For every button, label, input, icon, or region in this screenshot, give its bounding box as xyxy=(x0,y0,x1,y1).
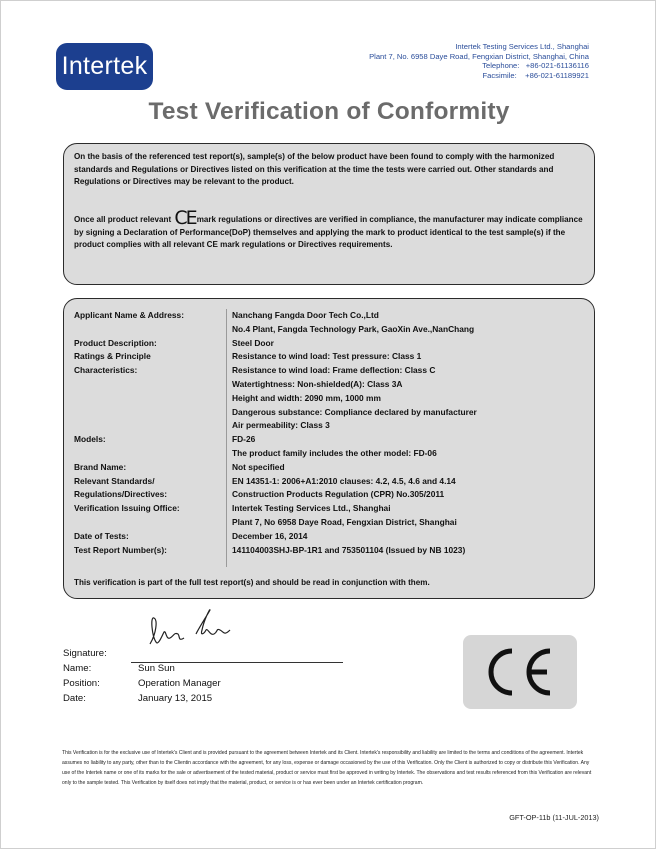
office-row-2 xyxy=(74,516,589,530)
verification-note: This verification is part of the full test report(s) and should be read in conjunction with them. xyxy=(74,578,430,587)
ratings-row-3 xyxy=(74,378,589,392)
details-rows xyxy=(74,309,589,557)
brand-label: Brand Name: xyxy=(74,461,127,472)
date-tests-row xyxy=(74,530,589,544)
applicant-label: Applicant Name & Address: xyxy=(74,310,184,320)
issuer-street: Plant 7, No. 6958 Daye Road, Fengxian District, Shanghai, China xyxy=(369,51,589,61)
issuer-telephone xyxy=(369,61,589,71)
office-value-2: Plant 7, No 6958 Daye Road, Fengxian District, Shanghai xyxy=(232,516,457,527)
ratings-row-2 xyxy=(74,364,589,378)
models-label: Models: xyxy=(74,434,106,445)
report-value: 141104003SHJ-BP-1R1 and 753501104 (Issued by NB 1023) xyxy=(232,544,466,555)
telephone-label: Telephone: xyxy=(482,61,520,71)
brand-value: Not specified xyxy=(232,461,285,472)
standards-value-1: EN 14351-1: 2006+A1:2010 clauses: 4.2, 4.5, 4.6 and 4.14 xyxy=(232,475,456,486)
intro-p2-end: mark regulations or directives are verified in compliance, the manufacturer may indicate compliance by signing a Declaration of Performance(DoP) themselves and applying the mark to product identical to the test sample(s) if the product complies with all relevant CE mark regulations or Directives requirements. xyxy=(74,215,583,250)
handwritten-signature xyxy=(144,606,244,661)
applicant-name: Nanchang Fangda Door Tech Co.,Ltd xyxy=(232,310,379,320)
applicant-address-row xyxy=(74,323,589,337)
models-value-2: The product family includes the other model: FD-06 xyxy=(232,447,437,458)
applicant-row xyxy=(74,309,589,323)
issuer-address xyxy=(369,42,589,80)
brand-row xyxy=(74,461,589,475)
intro-p2-start: Once all product relevant xyxy=(74,215,172,224)
date-tests-label: Date of Tests: xyxy=(74,530,129,541)
ratings-value-2: Resistance to wind load: Frame deflection: Class C xyxy=(232,365,436,376)
ratings-row-6 xyxy=(74,419,589,433)
form-code: GFT-OP-11b (11-JUL-2013) xyxy=(509,813,599,822)
office-row-1 xyxy=(74,502,589,516)
intro-box xyxy=(63,143,595,285)
facsimile-value: +86-021-61189921 xyxy=(525,70,589,80)
ce-mark-text: CE xyxy=(463,635,465,636)
position-label: Position: xyxy=(63,678,100,689)
ratings-value-6: Air permeability: Class 3 xyxy=(232,420,330,431)
ratings-value-4: Height and width: 2090 mm, 1000 mm xyxy=(232,392,381,403)
date-tests-value: December 16, 2014 xyxy=(232,530,308,541)
models-row-2 xyxy=(74,447,589,461)
signer-position: Operation Manager xyxy=(138,678,221,689)
standards-label-1: Relevant Standards/ xyxy=(74,475,155,486)
ratings-row-4 xyxy=(74,392,589,406)
ratings-label-2: Characteristics: xyxy=(74,365,138,376)
intro-paragraph-2 xyxy=(74,207,584,252)
telephone-value: +86-021-61136116 xyxy=(525,61,589,71)
issuer-company: Intertek Testing Services Ltd., Shanghai xyxy=(455,42,589,51)
details-box xyxy=(63,298,595,599)
ce-mark-icon xyxy=(463,635,577,709)
ratings-value-3: Watertightness: Non-shielded(A): Class 3A xyxy=(232,378,403,389)
report-row xyxy=(74,544,589,558)
models-value-1: FD-26 xyxy=(232,434,256,445)
standards-row-1 xyxy=(74,475,589,489)
footer-disclaimer: This Verification is for the exclusive use of Intertek's Client and is provided pursuant to the agreement between Intertek and its Client. Intertek's responsibility and liability are limited to the terms and conditions of the agreement. Intertek assumes no liability to any party, other than to the Clientin accordance with the agreement, for any loss, expense or damage occasioned by the use of this Verification. Only the Client is authorized to copy or distribute this Verification. Any use of the Intertek name or one of its marks for the sale or advertisement of the tested material, product or service must first be approved in writing by Intertek. The observations and test results referenced from this Verification are relevant only to the sample tested. This Verification by itself does not imply that the material, product, or service is or has ever been under an Intertek certification program. xyxy=(62,750,592,787)
intertek-logo: Intertek xyxy=(56,43,153,90)
ratings-value-5: Dangerous substance: Compliance declared by manufacturer xyxy=(232,406,477,417)
product-row xyxy=(74,337,589,351)
signature-label: Signature: xyxy=(63,648,107,659)
signer-name: Sun Sun xyxy=(138,663,175,674)
ratings-row-1 xyxy=(74,350,589,364)
applicant-address: No.4 Plant, Fangda Technology Park, GaoXin Ave.,NanChang xyxy=(232,323,475,334)
product-value: Steel Door xyxy=(232,337,274,348)
models-row-1 xyxy=(74,433,589,447)
ratings-label-1: Ratings & Principle xyxy=(74,351,151,362)
office-value-1: Intertek Testing Services Ltd., Shanghai xyxy=(232,503,391,514)
report-label: Test Report Number(s): xyxy=(74,544,167,555)
product-label: Product Description: xyxy=(74,337,157,348)
standards-label-2: Regulations/Directives: xyxy=(74,489,168,500)
intro-paragraph-1: On the basis of the referenced test report(s), sample(s) of the below product have been found to comply with the harmonized standards and Regulations or Directives listed on this verification at the time the tests were carried out. Other standards and Regulations or Directives may be relevant to the product. xyxy=(74,152,555,187)
standards-row-2 xyxy=(74,488,589,502)
ce-mark-graphic xyxy=(463,635,577,709)
name-label: Name: xyxy=(63,663,92,674)
signature-date: January 13, 2015 xyxy=(138,693,213,704)
document-title: Test Verification of Conformity xyxy=(148,98,510,125)
ratings-row-5 xyxy=(74,406,589,420)
facsimile-label: Facsimile: xyxy=(482,70,517,80)
standards-value-2: Construction Products Regulation (CPR) No.305/2011 xyxy=(232,489,445,500)
issuer-facsimile xyxy=(369,71,589,81)
date-label: Date: xyxy=(63,693,86,704)
office-label: Verification Issuing Office: xyxy=(74,503,180,514)
ratings-value-1: Resistance to wind load: Test pressure: Class 1 xyxy=(232,351,422,362)
ce-inline-icon: CE xyxy=(174,207,196,229)
